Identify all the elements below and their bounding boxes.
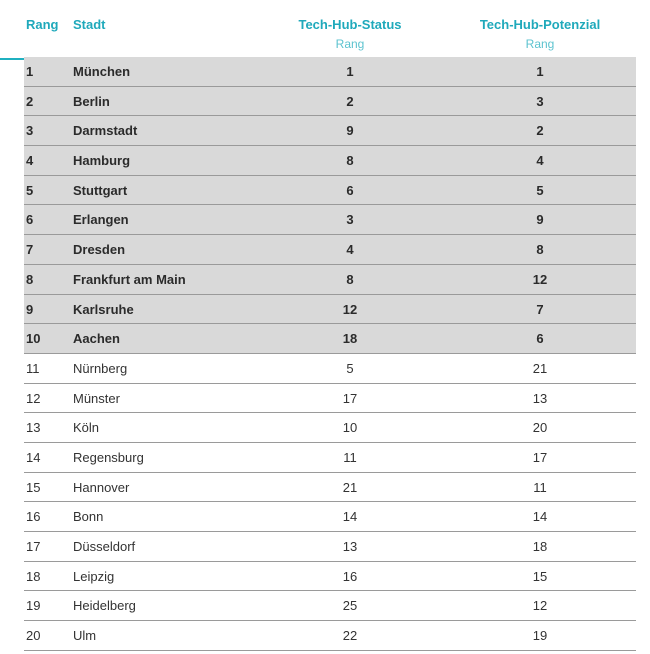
table-row xyxy=(24,176,636,206)
cell-city: Darmstadt xyxy=(73,123,138,139)
cell-potential: 14 xyxy=(532,509,548,525)
table-row xyxy=(24,443,636,473)
table-row xyxy=(24,146,636,176)
cell-rank: 11 xyxy=(26,360,40,376)
table-row xyxy=(24,87,636,117)
cell-status: 8 xyxy=(346,153,354,169)
cell-city: Hannover xyxy=(73,479,130,495)
cell-status: 8 xyxy=(346,271,354,287)
cell-status: 10 xyxy=(342,420,358,436)
cell-potential: 13 xyxy=(532,390,548,406)
cell-potential: 19 xyxy=(532,628,548,644)
cell-city: Regensburg xyxy=(73,449,144,465)
cell-potential: 6 xyxy=(536,331,544,347)
table-row xyxy=(24,205,636,235)
header-potential-sub: Rang xyxy=(525,37,555,51)
header-potential: Tech-Hub-Potenzial xyxy=(479,17,601,32)
cell-rank: 3 xyxy=(26,123,34,139)
table-row xyxy=(24,57,636,87)
cell-status: 16 xyxy=(342,568,358,584)
cell-rank: 15 xyxy=(26,479,41,495)
table-header xyxy=(0,0,636,60)
cell-status: 18 xyxy=(342,331,358,347)
table-row xyxy=(24,473,636,503)
cell-rank: 18 xyxy=(26,568,41,584)
cell-rank: 4 xyxy=(26,153,34,169)
cell-potential: 11 xyxy=(533,479,547,495)
cell-potential: 1 xyxy=(536,64,544,79)
cell-potential: 17 xyxy=(532,449,548,465)
cell-potential: 8 xyxy=(536,242,544,258)
cell-city: Berlin xyxy=(73,93,110,109)
cell-potential: 9 xyxy=(536,212,544,228)
cell-status: 14 xyxy=(342,509,358,525)
table-row xyxy=(24,502,636,532)
cell-potential: 12 xyxy=(532,598,548,614)
cell-potential: 20 xyxy=(532,420,548,436)
cell-status: 13 xyxy=(342,539,358,554)
cell-rank: 7 xyxy=(26,242,34,258)
cell-rank: 12 xyxy=(26,390,41,406)
cell-potential: 15 xyxy=(532,568,548,584)
cell-status: 4 xyxy=(346,242,354,258)
table-row xyxy=(24,532,636,562)
cell-city: Leipzig xyxy=(73,568,115,584)
cell-status: 21 xyxy=(342,479,358,495)
table-row xyxy=(24,324,636,354)
cell-city: Düsseldorf xyxy=(73,539,136,554)
cell-city: Münster xyxy=(73,390,120,406)
cell-status: 2 xyxy=(346,93,354,109)
cell-status: 5 xyxy=(346,360,354,376)
table-row xyxy=(24,562,636,592)
header-city: Stadt xyxy=(73,17,106,32)
cell-status: 17 xyxy=(342,390,358,406)
header-rank: Rang xyxy=(26,17,59,32)
cell-potential: 12 xyxy=(532,271,548,287)
cell-city: München xyxy=(73,64,131,79)
cell-city: Heidelberg xyxy=(73,598,136,614)
table-row xyxy=(24,354,636,384)
cell-status: 1 xyxy=(346,64,354,79)
cell-city: Frankfurt am Main xyxy=(73,271,186,287)
cell-potential: 4 xyxy=(536,153,544,169)
cell-rank: 5 xyxy=(26,182,34,198)
cell-rank: 20 xyxy=(26,628,41,644)
cell-city: Stuttgart xyxy=(73,182,128,198)
cell-status: 22 xyxy=(342,628,358,644)
cell-city: Bonn xyxy=(73,509,104,525)
table-row xyxy=(24,384,636,414)
cell-city: Köln xyxy=(73,420,100,436)
cell-city: Karlsruhe xyxy=(73,301,134,317)
cell-rank: 14 xyxy=(26,449,41,465)
cell-city: Dresden xyxy=(73,242,126,258)
cell-rank: 10 xyxy=(26,331,41,347)
cell-status: 11 xyxy=(343,449,357,465)
table-row xyxy=(24,413,636,443)
cell-city: Nürnberg xyxy=(73,360,128,376)
cell-status: 6 xyxy=(346,182,354,198)
table-row xyxy=(24,265,636,295)
table-row xyxy=(24,295,636,325)
cell-rank: 13 xyxy=(26,420,41,436)
table-row xyxy=(24,621,636,651)
cell-potential: 7 xyxy=(536,301,544,317)
cell-potential: 18 xyxy=(532,539,548,554)
cell-status: 3 xyxy=(346,212,354,228)
cell-potential: 2 xyxy=(536,123,544,139)
header-status-sub: Rang xyxy=(335,37,365,51)
cell-rank: 9 xyxy=(26,301,34,317)
header-status: Tech-Hub-Status xyxy=(298,17,402,32)
cell-city: Hamburg xyxy=(73,153,131,169)
cell-rank: 2 xyxy=(26,93,34,109)
cell-city: Erlangen xyxy=(73,212,129,228)
table-body xyxy=(24,57,636,651)
cell-city: Ulm xyxy=(73,628,97,644)
cell-rank: 17 xyxy=(26,539,41,554)
cell-status: 9 xyxy=(346,123,354,139)
cell-city: Aachen xyxy=(73,331,120,347)
table-row xyxy=(24,591,636,621)
cell-rank: 19 xyxy=(26,598,41,614)
table-row xyxy=(24,116,636,146)
cell-potential: 3 xyxy=(536,93,544,109)
cell-status: 25 xyxy=(342,598,358,614)
cell-rank: 8 xyxy=(26,271,34,287)
cell-rank: 1 xyxy=(26,64,34,79)
cell-rank: 6 xyxy=(26,212,34,228)
table-row xyxy=(24,235,636,265)
cell-rank: 16 xyxy=(26,509,41,525)
cell-potential: 5 xyxy=(536,182,544,198)
cell-status: 12 xyxy=(342,301,358,317)
cell-potential: 21 xyxy=(532,360,548,376)
